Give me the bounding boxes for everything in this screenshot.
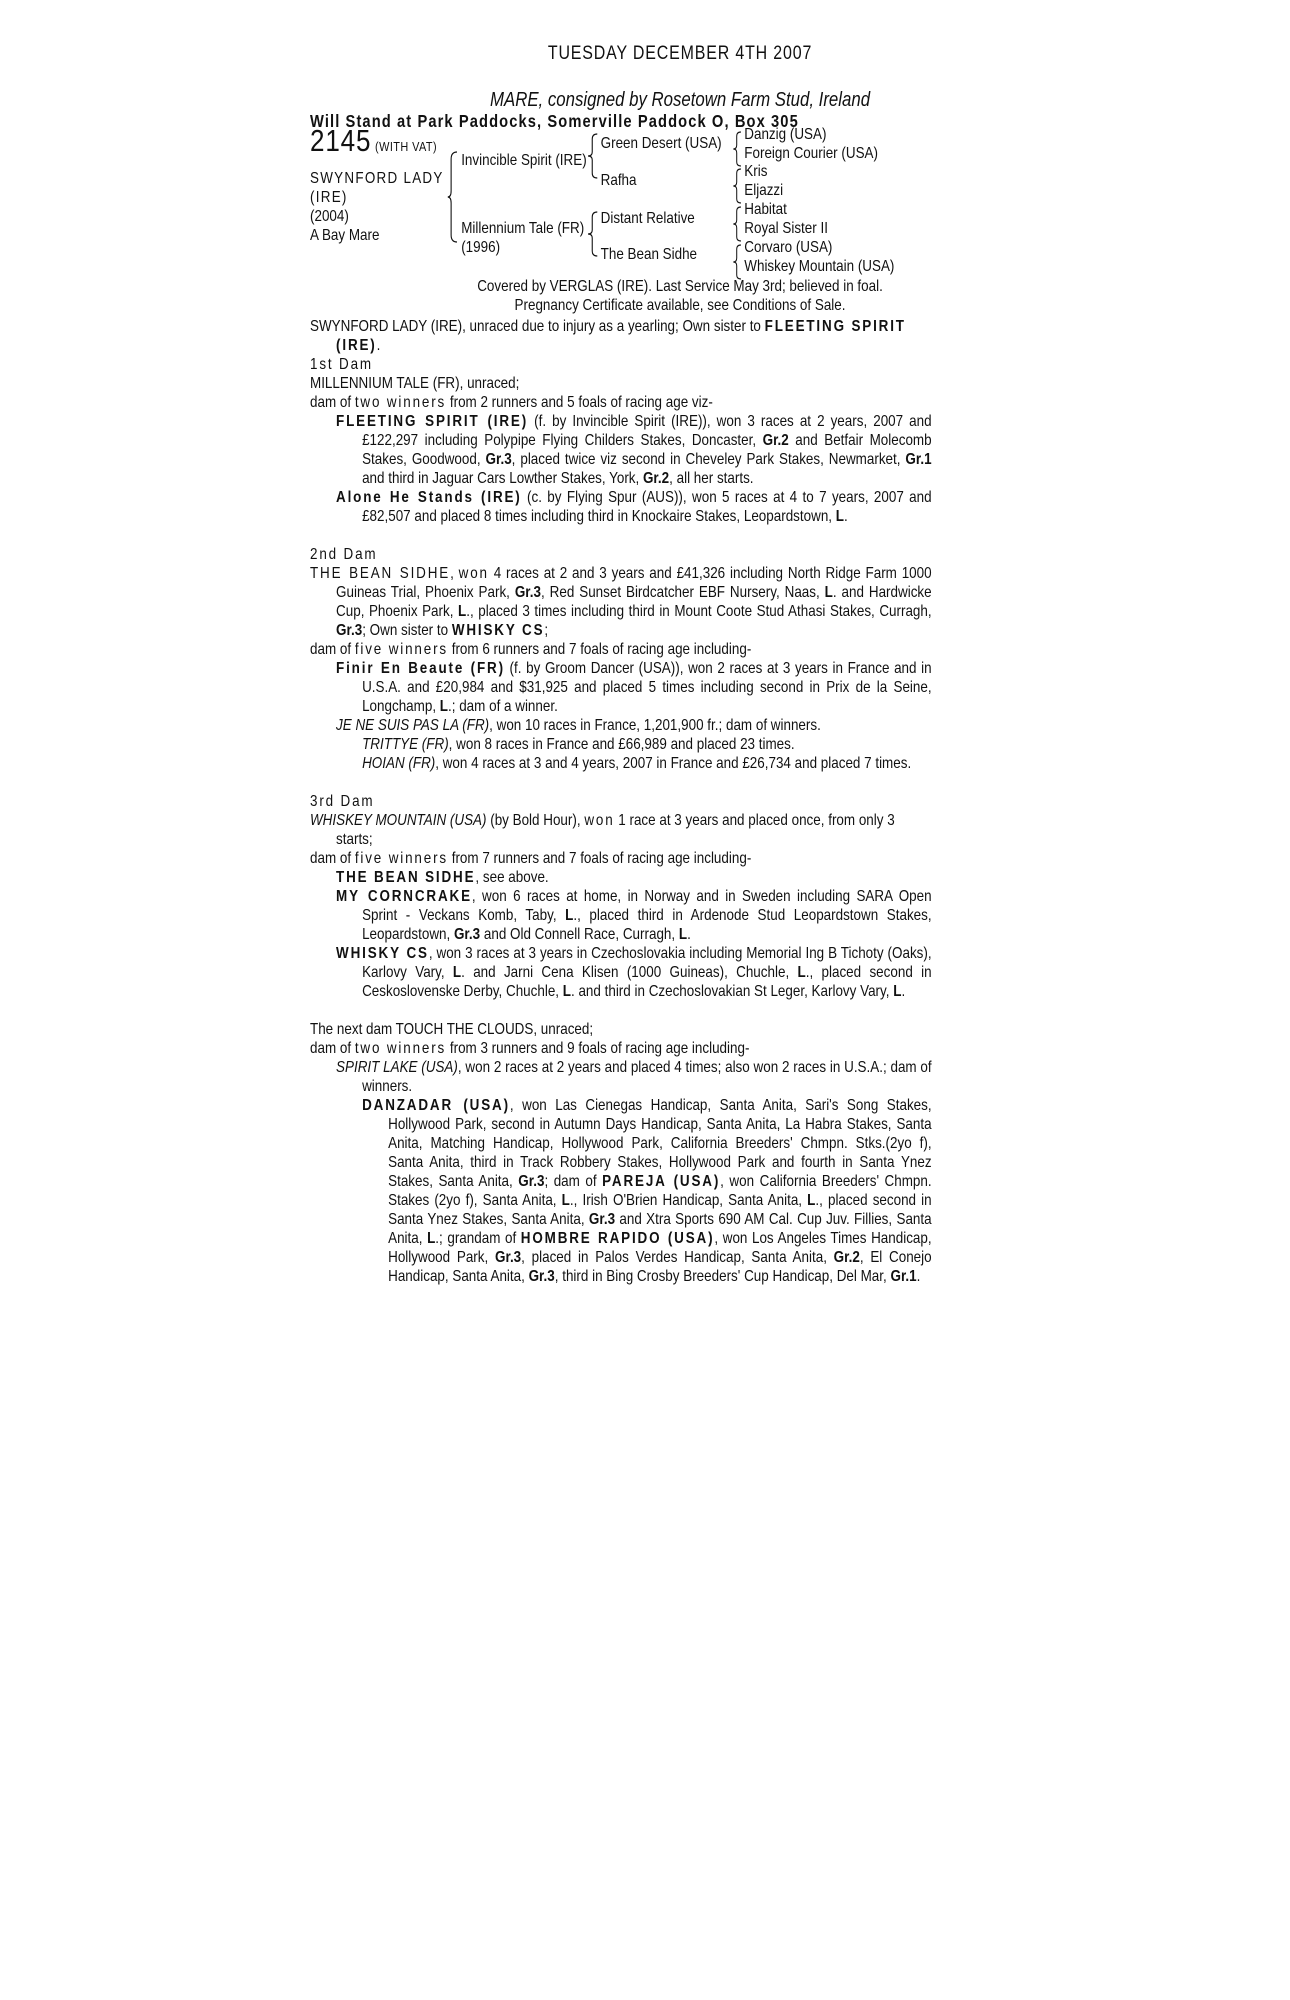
- dsd: Royal Sister II: [744, 220, 828, 237]
- progeny-entry: [336, 659, 932, 716]
- entry-text: ., placed 3 times including third in Mount Coote Stud Athasi Stakes, Curragh,: [466, 603, 932, 620]
- brace-icon: [733, 168, 743, 204]
- listed: L: [893, 983, 902, 1000]
- entry-text: , won Las Cienegas Handicap, Santa Anita, Sari's Song Stakes, Hollywood Park, second in Autumn Days Handicap, Santa Anita, La Habra Stakes, Santa Anita, Matching Handicap, Hollywood Park, California Breeders' Chmpn. Stks.(2yo f), Santa Anita, third in Track Robbery Stakes, Hollywood Park and fourth in Santa Ynez Stakes, Santa Anita,: [388, 1097, 932, 1190]
- entry-text: (by Bold Hour),: [486, 812, 585, 829]
- dam-name: WHISKEY MOUNTAIN (USA): [310, 812, 487, 829]
- entry-text: .: [916, 1268, 921, 1285]
- third-dam-heading: 3rd Dam: [310, 793, 375, 810]
- second-dam-summary: [310, 640, 932, 659]
- entry-text: (f. by Invincible Spirit (IRE)), won 3 races at 2 years, 2007 and £122,297 including Polypipe Flying Childers Stakes, Doncaster,: [362, 413, 932, 449]
- first-dam-heading: 1st Dam: [310, 356, 373, 373]
- covering-line2: Pregnancy Certificate available, see Conditions of Sale.: [514, 297, 846, 314]
- won-label: won: [458, 565, 489, 582]
- listed: L: [427, 1230, 436, 1247]
- progeny-entry: [362, 1096, 932, 1286]
- entry-text: (f. by Groom Dancer (USA)), won 2 races at 3 years in France and in U.S.A. and £20,984 and $31,925 and placed 5 times including second in Prix de la Seine, Longchamp,: [362, 660, 932, 715]
- progeny-name: WHISKY CS: [336, 945, 429, 962]
- listed: L: [824, 584, 833, 601]
- horse-year: (2004): [310, 208, 349, 225]
- entry-text: 1 race at 3 years and placed once, from only 3 starts;: [336, 812, 895, 848]
- third-dam-entry: [310, 811, 932, 849]
- third-dam-summary: [310, 849, 932, 868]
- progeny-entry: [362, 754, 932, 773]
- dam-year: (1996): [461, 239, 501, 256]
- entry-text: .: [687, 926, 691, 943]
- progeny-name: FLEETING SPIRIT (IRE): [336, 413, 529, 430]
- entry-text: (c. by Flying Spur (AUS)), won 5 races at 4 to 7 years, 2007 and £82,507 and placed 8 times including third in Knockaire Stakes, Leopardstown,: [362, 489, 932, 525]
- entry-text: 4 races at 2 and 3 years and £41,326 including North Ridge Farm 1000 Guineas Trial, Phoenix Park,: [336, 565, 932, 601]
- progeny-entry: [336, 412, 932, 488]
- ddd: Whiskey Mountain (USA): [744, 258, 895, 275]
- listed: L: [678, 926, 688, 943]
- listed: L: [565, 907, 574, 924]
- progeny-name: MY CORNCRAKE: [336, 888, 472, 905]
- summary-winners: five winners: [354, 641, 448, 658]
- entry-text: .: [843, 508, 848, 525]
- progeny-name: PAREJA (USA): [602, 1173, 721, 1190]
- progeny-name: JE NE SUIS PAS LA (FR): [336, 717, 490, 734]
- sds: Kris: [744, 163, 768, 180]
- entry-text: , won 8 races in France and £66,989 and placed 23 times.: [448, 736, 795, 753]
- sister-name: WHISKY CS: [451, 622, 545, 639]
- entry-text: , El Conejo Handicap, Santa Anita,: [388, 1249, 932, 1285]
- summary-text: from 3 runners and 9 foals of racing age including-: [446, 1040, 750, 1057]
- horse-description: A Bay Mare: [310, 227, 380, 244]
- entry-text: and Betfair Molecomb Stakes, Goodwood,: [362, 432, 932, 468]
- listed: L: [457, 603, 467, 620]
- summary-text: dam of: [310, 850, 355, 867]
- vat-label: (WITH VAT): [375, 139, 438, 154]
- entry-text: .; dam of a winner.: [448, 698, 558, 715]
- progeny-name: SPIRIT LAKE (USA): [336, 1059, 458, 1076]
- sire-name: Invincible Spirit (IRE): [461, 152, 587, 169]
- entry-text: , third in Bing Crosby Breeders' Cup Handicap, Del Mar,: [554, 1268, 891, 1285]
- entry-text: ., placed second in Ceskoslovenske Derby, Chuchle,: [362, 964, 932, 1000]
- covering-info: [310, 277, 1050, 315]
- second-dam-heading: 2nd Dam: [310, 546, 378, 563]
- grade: Gr.3: [588, 1211, 616, 1228]
- entry-text: ., placed third in Ardenode Stud Leopardstown Stakes, Leopardstown,: [362, 907, 932, 943]
- first-dam-summary: [310, 393, 932, 412]
- entry-text: , won 3 races at 3 years in Czechoslovakia including Memorial Ing B Tichoty (Oaks), Karlovy Vary,: [362, 945, 932, 981]
- entry-text: .; grandam of: [435, 1230, 521, 1247]
- summary-text: from 6 runners and 7 foals of racing age including-: [447, 641, 752, 658]
- brace-icon: [587, 133, 599, 179]
- second-dam-entry: THE BEAN SIDHE, won 4 races at 2 and 3 years and £41,326 including North Ridge Farm 1000 Guineas Trial, Phoenix Park, Gr.3, Red Sunset Birdcatcher EBF Nursery, Naas, L. and Hardwicke Cup, Phoenix Park, L., placed 3 times including third in Mount Coote Stud Athasi Stakes, Curragh, Gr.3; Own sister to WHISKY CS;: [310, 565, 932, 639]
- dds: Corvaro (USA): [744, 239, 833, 256]
- grade: Gr.2: [833, 1249, 860, 1266]
- progeny-name: HOIAN (FR): [362, 755, 436, 772]
- grade: Gr.2: [642, 470, 670, 487]
- intro-sister: FLEETING SPIRIT (IRE): [336, 318, 906, 354]
- next-dam-line: The next dam TOUCH THE CLOUDS, unraced;: [310, 1021, 594, 1038]
- progeny-entry: [336, 716, 932, 735]
- next-dam-summary: [310, 1039, 932, 1058]
- listed: L: [835, 508, 844, 525]
- horse-name: SWYNFORD LADY: [310, 170, 444, 187]
- listed: L: [561, 1192, 570, 1209]
- entry-text: .: [901, 983, 906, 1000]
- summary-winners: two winners: [354, 394, 447, 411]
- sire-dam: Rafha: [600, 172, 637, 189]
- progeny-entry: [336, 488, 932, 526]
- entry-text: , won 4 races at 3 and 4 years, 2007 in France and £26,734 and placed 7 times.: [435, 755, 912, 772]
- progeny-entry: [336, 868, 932, 887]
- listed: L: [797, 964, 806, 981]
- entry-text: , won California Breeders' Chmpn. Stakes (2yo f), Santa Anita,: [388, 1173, 932, 1209]
- progeny-name: TRITTYE (FR): [362, 736, 449, 753]
- entry-text: , see above.: [475, 869, 549, 886]
- grade: Gr.1: [890, 1268, 917, 1285]
- entry-text: , placed twice viz second in Cheveley Park Stakes, Newmarket,: [511, 451, 906, 468]
- dam-name: Millennium Tale (FR): [461, 220, 585, 237]
- lot-number-block: [310, 123, 438, 158]
- sale-date: TUESDAY DECEMBER 4TH 2007: [547, 43, 813, 64]
- grade: Gr.3: [485, 451, 512, 468]
- progeny-name: HOMBRE RAPIDO (USA): [520, 1230, 715, 1247]
- intro-end: .: [376, 337, 381, 354]
- intro-paragraph: [310, 317, 932, 355]
- entry-text: ., Irish O'Brien Handicap, Santa Anita,: [569, 1192, 808, 1209]
- summary-winners: five winners: [354, 850, 448, 867]
- grade: Gr.3: [514, 584, 541, 601]
- dam-dam: The Bean Sidhe: [600, 246, 698, 263]
- sire-sire: Green Desert (USA): [600, 135, 722, 152]
- progeny-entry: [336, 944, 932, 1001]
- progeny-name: THE BEAN SIDHE: [336, 869, 476, 886]
- brace-icon: [587, 211, 599, 257]
- entry-text: , placed in Palos Verdes Handicap, Santa Anita,: [521, 1249, 834, 1266]
- summary-text: from 2 runners and 5 foals of racing age viz-: [446, 394, 713, 411]
- dam-sire: Distant Relative: [600, 210, 695, 227]
- entry-text: ; dam of: [544, 1173, 603, 1190]
- brace-icon: [447, 151, 459, 243]
- brace-icon: [733, 131, 743, 167]
- progeny-entry: [336, 887, 932, 944]
- first-dam-name: MILLENNIUM TALE (FR), unraced;: [310, 375, 520, 392]
- entry-text: . and third in Czechoslovakian St Leger, Karlovy Vary,: [570, 983, 894, 1000]
- entry-text: , all her starts.: [669, 470, 754, 487]
- grade: Gr.2: [762, 432, 789, 449]
- summary-text: dam of: [310, 1040, 355, 1057]
- consignor-line: MARE, consigned by Rosetown Farm Stud, Ireland: [489, 89, 871, 111]
- grade: Gr.1: [905, 451, 932, 468]
- summary-text: dam of: [310, 641, 355, 658]
- covering-line1: Covered by VERGLAS (IRE). Last Service May 3rd; believed in foal.: [477, 278, 883, 295]
- sdd: Eljazzi: [744, 182, 784, 199]
- grade: Gr.3: [494, 1249, 522, 1266]
- won-label: won: [584, 812, 615, 829]
- horse-country: (IRE): [310, 189, 348, 206]
- entry-text: , won 2 races at 2 years and placed 4 times; also won 2 races in U.S.A.; dam of winners.: [362, 1059, 932, 1095]
- entry-text: and Old Connell Race, Curragh,: [480, 926, 679, 943]
- listed: L: [439, 698, 449, 715]
- lot-number: 2145: [310, 123, 372, 158]
- entry-text: , won Los Angeles Times Handicap, Hollywood Park,: [388, 1230, 932, 1266]
- catalogue-page: [310, 44, 932, 1286]
- dam-name: THE BEAN SIDHE: [310, 565, 451, 582]
- entry-text: , won 6 races at home, in Norway and in Sweden including SARA Open Sprint - Veckans Komb, Taby,: [362, 888, 932, 924]
- entry-text: . and Hardwicke Cup, Phoenix Park,: [336, 584, 932, 620]
- entry-text: , Red Sunset Birdcatcher EBF Nursery, Naas,: [541, 584, 825, 601]
- entry-text: and Xtra Sports 690 AM Cal. Cup Juv. Fillies, Santa Anita,: [388, 1211, 932, 1247]
- brace-icon: [733, 244, 743, 280]
- grade: Gr.3: [518, 1173, 545, 1190]
- grade: Gr.3: [453, 926, 481, 943]
- listed: L: [452, 964, 462, 981]
- progeny-name: DANZADAR (USA): [362, 1097, 510, 1114]
- ssd: Foreign Courier (USA): [744, 145, 878, 162]
- entry-text: ;: [544, 622, 549, 639]
- entry-text: ., placed second in Santa Ynez Stakes, Santa Anita,: [388, 1192, 932, 1228]
- sss: Danzig (USA): [744, 126, 827, 143]
- entry-text: . and Jarni Cena Klisen (1000 Guineas), Chuchle,: [461, 964, 798, 981]
- progeny-entry: [336, 1058, 932, 1096]
- entry-text: , won 10 races in France, 1,201,900 fr.; dam of winners.: [489, 717, 821, 734]
- grade: Gr.3: [336, 622, 363, 639]
- dss: Habitat: [744, 201, 787, 218]
- entry-text: and third in Jaguar Cars Lowther Stakes, York,: [362, 470, 643, 487]
- pedigree-table: [310, 123, 932, 314]
- grade: Gr.3: [528, 1268, 555, 1285]
- stand-location: Will Stand at Park Paddocks, Somerville Paddock O, Box 305: [310, 111, 799, 131]
- listed: L: [562, 983, 571, 1000]
- intro-text: SWYNFORD LADY (IRE), unraced due to injury as a yearling; Own sister to: [310, 318, 765, 335]
- entry-text: ; Own sister to: [362, 622, 452, 639]
- brace-icon: [733, 206, 743, 242]
- summary-winners: two winners: [354, 1040, 447, 1057]
- summary-text: from 7 runners and 7 foals of racing age including-: [447, 850, 752, 867]
- progeny-name: Finir En Beaute (FR): [336, 660, 505, 677]
- progeny-name: Alone He Stands (IRE): [336, 489, 522, 506]
- listed: L: [807, 1192, 816, 1209]
- summary-text: dam of: [310, 394, 355, 411]
- progeny-entry: [362, 735, 932, 754]
